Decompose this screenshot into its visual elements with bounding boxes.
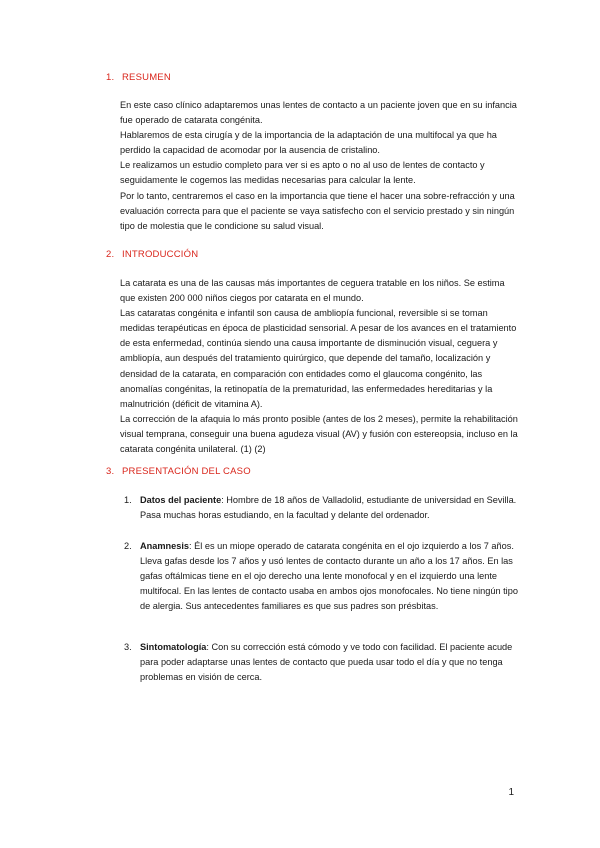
section-title: PRESENTACIÓN DEL CASO: [122, 466, 251, 477]
list-item-number: 1.: [124, 495, 132, 505]
paragraph: Hablaremos de esta cirugía y de la importancia de la adaptación de una multifocal ya que ha perdido la capacidad de acomodar por la ausencia de cristalino.: [120, 130, 497, 156]
page-number: 1: [508, 787, 514, 798]
paragraph: Las cataratas congénita e infantil son causa de ambliopía funcional, reversible si se toman medidas terapéuticas en época de plasticidad sensorial. A pesar de los avances en el tratamiento de esta enfermedad, continúa siendo una causa importante de disminución visual, ceguera y ambliopía, aun después del tratamiento quirúrgico, que depende del tamaño, localización y densidad de la catarata, en comparación con entidades como el glaucoma congénito, las anomalías congénitas, la retinopatía de la prematuridad, las enfermedades hereditarias y la malnutrición (déficit de vitamina A).: [120, 308, 517, 409]
list-item-sintomatologia: [124, 640, 518, 685]
section-title: RESUMEN: [122, 72, 171, 83]
section-title: INTRODUCCIÓN: [122, 249, 199, 260]
section-heading-resumen: [106, 72, 171, 83]
resumen-body: [120, 98, 518, 234]
paragraph: Le realizamos un estudio completo para ver si es apto o no al uso de lentes de contacto y seguidamente le cogemos las medidas necesarias para calcular la lente.: [120, 160, 485, 186]
list-item-label: Anamnesis: [140, 541, 190, 551]
list-item-text: : Hombre de 18 años de Valladolid, estudiante de universidad en Sevilla. Pasa muchas horas estudiando, en la facultad y delante del ordenador.: [140, 495, 517, 521]
paragraph: La corrección de la afaquia lo más pronto posible (antes de los 2 meses), permite la rehabilitación visual temprana, conseguir una buena agudeza visual (AV) y fusión con estereopsia, incluso en la catarata congénita unilateral. (1) (2): [120, 413, 518, 455]
section-heading-introduccion: [106, 249, 198, 260]
list-item-label: Sintomatología: [140, 642, 207, 652]
section-number: 2.: [106, 249, 115, 260]
section-number: 1.: [106, 72, 115, 83]
list-item-text: : Con su corrección está cómodo y ve todo con facilidad. El paciente acude para poder adaptarse unas lentes de contacto que pueda usar todo el día y que no tenga problemas en visión de cerca.: [140, 642, 513, 683]
list-item-number: 3.: [124, 642, 132, 652]
paragraph: La catarata es una de las causas más importantes de ceguera tratable en los niños. Se estima que existen 200 000 niños ciegos por catarata en el mundo.: [120, 278, 505, 304]
paragraph: En este caso clínico adaptaremos unas lentes de contacto a un paciente joven que en su infancia fue operado de catarata congénita.: [120, 100, 517, 126]
list-item-datos-paciente: [124, 493, 518, 523]
paragraph: Por lo tanto, centraremos el caso en la importancia que tiene el hacer una sobre-refracción y una evaluación correcta para que el paciente se vaya satisfecho con el servicio prestado y sin ningún tipo de molestia que le condicione su salud visual.: [120, 190, 515, 231]
list-item-label: Datos del paciente: [140, 495, 222, 505]
list-item-number: 2.: [124, 541, 132, 551]
section-heading-presentacion: [106, 466, 251, 477]
introduccion-body: [120, 276, 518, 457]
list-item-anamnesis: [124, 539, 518, 614]
list-item-text: : Él es un miope operado de catarata congénita en el ojo izquierdo a los 7 años. Lleva gafas desde los 7 años y usó lentes de contacto durante un año a los 17 años. En las gafas oftálmicas tiene en el ojo derecho una lente monofocal y en el izquierdo una lente multifocal. En las lentes de contacto usaba en ambos ojos monofocales. No tiene ningún tipo de alergia. Sus antecedentes familiares es que sus padres son présbitas.: [140, 541, 518, 612]
section-number: 3.: [106, 466, 115, 477]
